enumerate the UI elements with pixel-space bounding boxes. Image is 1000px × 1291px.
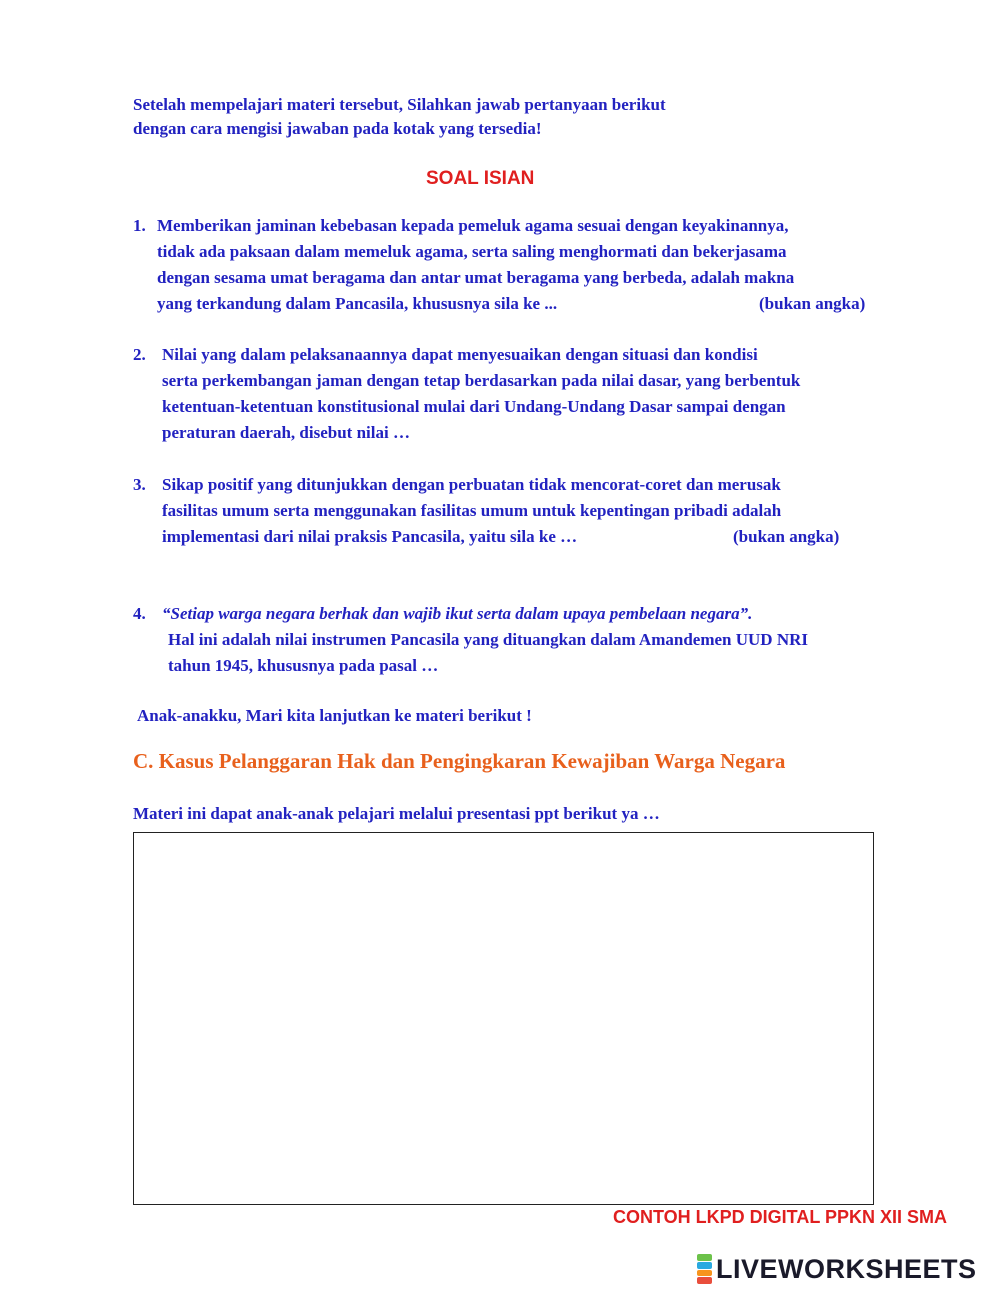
question-4-quote: “Setiap warga negara berhak dan wajib ikut serta dalam upaya pembelaan negara”. <box>162 604 753 623</box>
question-4-line-1: Hal ini adalah nilai instrumen Pancasila yang dituangkan dalam Amandemen UUD NRI <box>168 630 808 649</box>
question-1-line-3: dengan sesama umat beragama dan antar umat beragama yang berbeda, adalah makna <box>157 268 795 287</box>
liveworksheets-logo <box>697 1252 977 1286</box>
section-c-heading: C. Kasus Pelanggaran Hak dan Pengingkaran Kewajiban Warga Negara <box>133 749 786 773</box>
question-1-note: (bukan angka) <box>759 294 866 313</box>
intro-line-2: dengan cara mengisi jawaban pada kotak yang tersedia! <box>133 119 542 138</box>
question-2-number: 2. <box>133 345 146 364</box>
question-3-line-2: fasilitas umum serta menggunakan fasilitas umum untuk kepentingan pribadi adalah <box>162 501 782 520</box>
liveworksheets-logo-text: LIVEWORKSHEETS <box>716 1253 977 1284</box>
question-2-line-3: ketentuan-ketentuan konstitusional mulai dari Undang-Undang Dasar sampai dengan <box>162 397 786 416</box>
section-c-intro: Materi ini dapat anak-anak pelajari melalui presentasi ppt berikut ya … <box>133 804 660 823</box>
footer-note: CONTOH LKPD DIGITAL PPKN XII SMA <box>613 1207 948 1227</box>
logo-block-4 <box>697 1277 712 1284</box>
question-3-line-1: Sikap positif yang ditunjukkan dengan perbuatan tidak mencorat-coret dan merusak <box>162 475 781 494</box>
question-2-line-4: peraturan daerah, disebut nilai … <box>162 423 410 442</box>
logo-block-2 <box>697 1262 712 1269</box>
continue-text: Anak-anakku, Mari kita lanjutkan ke materi berikut ! <box>137 706 532 725</box>
question-1-line-1: Memberikan jaminan kebebasan kepada pemeluk agama sesuai dengan keyakinannya, <box>157 216 789 235</box>
question-1-line-4: yang terkandung dalam Pancasila, khususnya sila ke ... <box>157 294 558 313</box>
question-3-note: (bukan angka) <box>733 527 840 546</box>
intro-line-1: Setelah mempelajari materi tersebut, Silahkan jawab pertanyaan berikut <box>133 95 666 114</box>
question-3-line-3: implementasi dari nilai praksis Pancasila, yaitu sila ke … <box>162 527 578 546</box>
logo-block-1 <box>697 1254 712 1261</box>
liveworksheets-logo-mark <box>697 1254 712 1284</box>
presentation-embed-frame[interactable] <box>133 832 874 1205</box>
question-2-line-2: serta perkembangan jaman dengan tetap berdasarkan pada nilai dasar, yang berbentuk <box>162 371 801 390</box>
question-1-line-2: tidak ada paksaan dalam memeluk agama, serta saling menghormati dan bekerjasama <box>157 242 787 261</box>
question-4-line-2: tahun 1945, khususnya pada pasal … <box>168 656 439 675</box>
question-2-line-1: Nilai yang dalam pelaksanaannya dapat menyesuaikan dengan situasi dan kondisi <box>162 345 758 364</box>
question-3-number: 3. <box>133 475 146 494</box>
question-1-number: 1. <box>133 216 146 235</box>
question-4-number: 4. <box>133 604 146 623</box>
section-title: SOAL ISIAN <box>426 168 535 189</box>
logo-block-3 <box>697 1270 712 1277</box>
